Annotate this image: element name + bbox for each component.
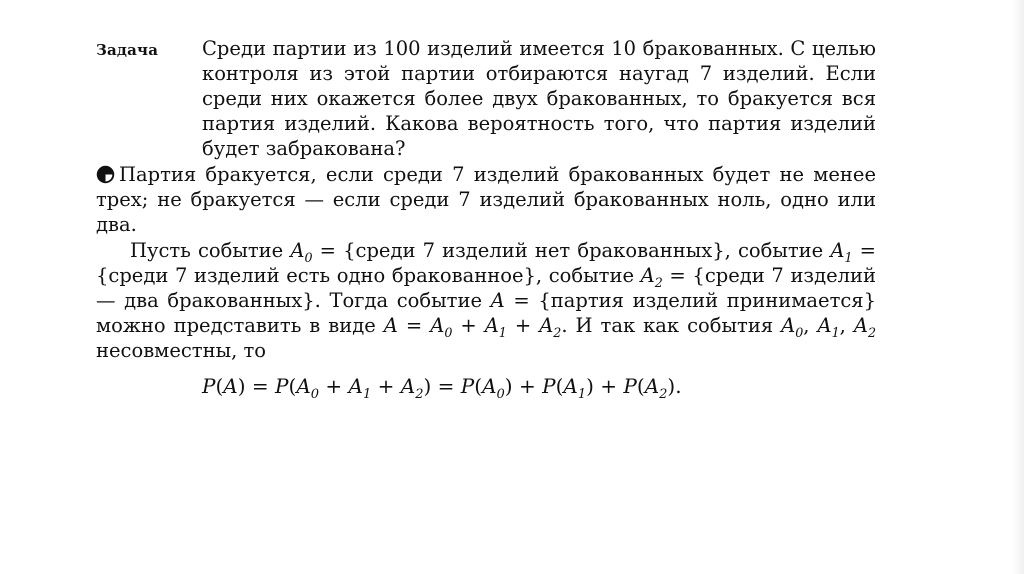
event-a2: [539, 314, 562, 340]
plus-sign: +: [319, 374, 349, 398]
prob-symbol: P: [460, 374, 475, 398]
probability-formula: [96, 374, 876, 402]
event-a0: [430, 314, 453, 340]
plus-sign: +: [593, 374, 624, 398]
paren: ): [667, 374, 676, 398]
paren: (: [215, 374, 224, 398]
task-block: [96, 36, 876, 161]
textbook-page: [96, 36, 876, 402]
event-symbol: A: [781, 314, 796, 337]
event-symbol: A: [400, 374, 416, 398]
task-label: Задача: [96, 41, 159, 59]
event-a: A: [223, 374, 238, 398]
event-symbol: A: [484, 314, 499, 337]
prob-symbol: P: [275, 374, 289, 398]
event-index: 0: [496, 387, 505, 402]
plus-sign: +: [506, 314, 540, 337]
event-index: 2: [867, 324, 876, 340]
para-text: = {среди 7 изделий — два бракованных}. Тогда событие: [96, 264, 876, 312]
prob-symbol: P: [623, 374, 637, 398]
event-a2: [644, 374, 668, 402]
paren: ): [423, 374, 432, 398]
para-text: несовместны, то: [96, 339, 267, 362]
event-a: A: [383, 314, 398, 337]
paren: (: [474, 374, 483, 398]
event-symbol: A: [644, 374, 660, 398]
event-symbol: A: [563, 374, 578, 398]
para-text: = {среди 7 изделий есть одно бракованное}, событие: [96, 239, 876, 287]
plus-sign: +: [512, 374, 543, 398]
event-symbol: A: [482, 374, 497, 398]
event-a2: [640, 264, 663, 290]
event-index: 1: [831, 324, 840, 340]
event-symbol: A: [430, 314, 445, 337]
event-a1: [348, 374, 372, 402]
paren: ): [586, 374, 594, 398]
plus-sign: +: [452, 314, 485, 337]
paren: ): [237, 374, 246, 398]
para-text: . И так как события: [561, 314, 782, 337]
event-a0: [781, 314, 804, 340]
event-index: 0: [444, 324, 453, 340]
event-symbol: A: [817, 314, 832, 337]
para-text: =: [397, 314, 431, 337]
para-text: = {партия изделий принимается} можно представить в виде: [96, 289, 876, 337]
event-symbol: A: [539, 314, 554, 337]
event-a1: [484, 314, 507, 340]
event-index: 2: [415, 387, 424, 402]
para-text: = {среди 7 изделий нет бракованных}, событие: [312, 239, 831, 262]
equals-sign: =: [245, 374, 276, 398]
event-a1: [830, 239, 853, 265]
event-index: 0: [310, 387, 320, 402]
event-index: 2: [553, 324, 562, 340]
paren: (: [555, 374, 564, 398]
event-symbol: A: [348, 374, 363, 398]
solution-text: Партия бракуется, если среди 7 изделий бракованных будет не менее трех; не бракуется — если среди 7 изделий бракованных ноль, одно или два.: [96, 163, 876, 236]
event-index: 1: [498, 324, 507, 340]
plus-sign: +: [371, 374, 401, 398]
event-index: 2: [659, 387, 668, 402]
paren: (: [288, 374, 297, 398]
slide-edge-shadow: [1012, 0, 1024, 574]
prob-symbol: P: [542, 374, 556, 398]
event-symbol: A: [290, 239, 305, 262]
event-a: A: [490, 289, 505, 312]
task-text: Среди партии из 100 изделий имеется 10 бракованных. С целью контроля из этой партии отбираются наугад 7 изделий. Если среди них окажется более двух бракованных, то бракуется вся партия изделий. Какова вероятность того, что партия изделий будет забракована?: [202, 37, 876, 160]
prob-symbol: P: [202, 374, 216, 398]
equals-sign: =: [431, 374, 461, 398]
event-symbol: A: [640, 264, 655, 287]
event-a0: [482, 374, 505, 402]
half-filled-circle-icon: [96, 165, 115, 184]
event-a1: [563, 374, 587, 402]
event-index: 1: [577, 387, 587, 402]
events-paragraph: [96, 238, 876, 363]
event-index: 1: [362, 387, 372, 402]
paren: ): [504, 374, 513, 398]
solution-block: [96, 162, 876, 237]
event-symbol: A: [296, 374, 311, 398]
period: .: [675, 374, 682, 398]
para-text: Пусть событие: [130, 239, 291, 262]
comma: ,: [803, 314, 818, 337]
event-a0: [296, 374, 320, 402]
event-index: 2: [654, 274, 663, 290]
event-symbol: A: [853, 314, 868, 337]
comma: ,: [839, 314, 854, 337]
event-a2: [400, 374, 424, 402]
event-index: 0: [304, 249, 313, 265]
event-index: 1: [844, 249, 853, 265]
paren: (: [636, 374, 645, 398]
event-symbol: A: [830, 239, 845, 262]
event-a0: [290, 239, 313, 265]
event-a1: [817, 314, 840, 340]
event-index: 0: [795, 324, 804, 340]
event-a2: [853, 314, 876, 340]
